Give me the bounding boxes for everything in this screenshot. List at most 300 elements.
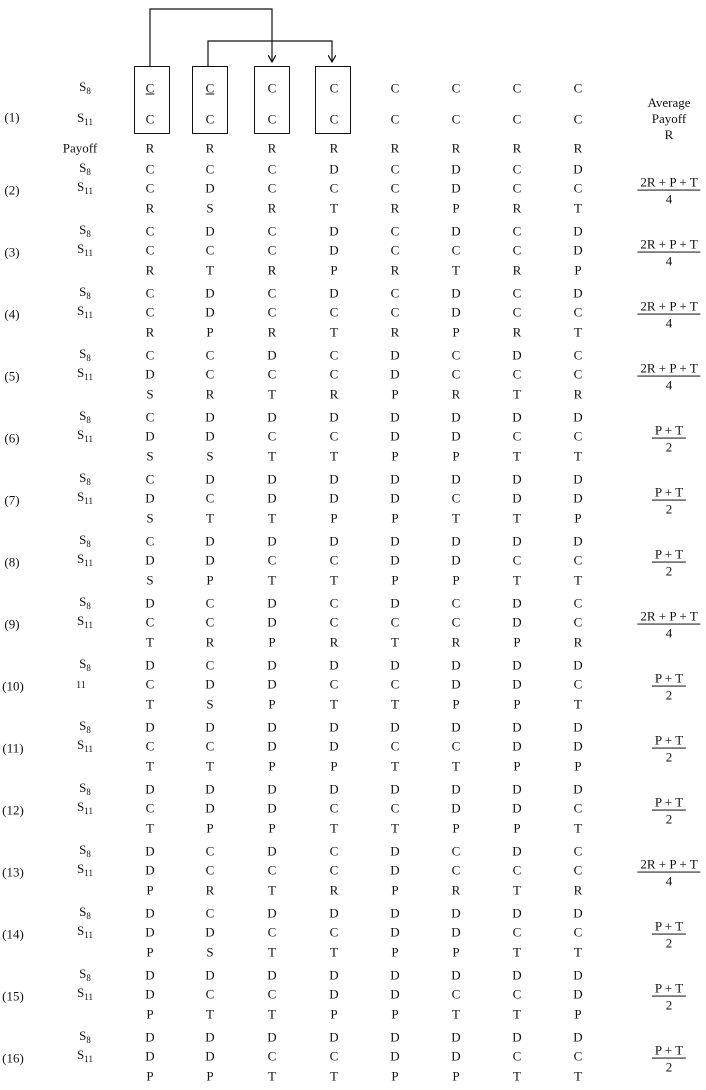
row-label: (16) [2, 1050, 24, 1066]
strategy-subscript: 11 [84, 744, 93, 754]
cell-s8: C [205, 843, 215, 858]
cell-s8: D [451, 905, 461, 920]
cell-s11: D [451, 800, 461, 816]
average-payoff-fraction [637, 857, 700, 890]
strategy-label-s11 [77, 366, 93, 382]
cell-s11: D [329, 490, 339, 506]
cell-block1-s8: C [329, 80, 339, 96]
cell-payoff: S [146, 386, 154, 401]
cell-payoff: T [574, 200, 582, 215]
cell-payoff: T [330, 324, 338, 339]
fraction-denominator: 2 [665, 812, 673, 827]
cell-payoff: P [574, 510, 582, 525]
cell-s8: D [329, 409, 339, 424]
cell-s11: D [205, 924, 215, 940]
cell-payoff: P [391, 448, 399, 463]
cell-payoff: R [329, 634, 339, 649]
cell-s8: C [205, 595, 215, 610]
cell-s11: C [573, 366, 583, 382]
cell-s11: D [512, 490, 522, 506]
cell-s11: C [573, 1048, 583, 1064]
cell-payoff: R [205, 386, 215, 401]
cell-payoff: P [330, 510, 338, 525]
cell-s8: D [329, 471, 339, 486]
cell-payoff: T [268, 448, 276, 463]
cell-payoff: T [391, 820, 399, 835]
cell-s8: D [267, 347, 277, 362]
strategy-subscript: 8 [86, 910, 91, 921]
strategy-letter: S [79, 717, 87, 733]
cell-s11: D [451, 676, 461, 692]
cell-payoff: T [206, 262, 214, 277]
cell-s8: D [329, 285, 339, 300]
cell-s8: D [390, 781, 400, 796]
cell-payoff: R [390, 262, 400, 277]
cell-s11: D [145, 366, 155, 382]
average-payoff-fraction [637, 361, 700, 394]
cell-s8: D [512, 781, 522, 796]
cell-s11: C [267, 242, 277, 258]
avg-header-line-2: Payoff [651, 111, 687, 126]
cell-payoff: T [391, 634, 399, 649]
cell-s8: C [451, 595, 461, 610]
fraction-denominator: 2 [665, 936, 673, 951]
cell-block1-payoff: R [512, 140, 522, 156]
cell-s8: D [451, 285, 461, 300]
cell-s11: C [390, 738, 400, 754]
row-label: (4) [4, 306, 20, 322]
row-label: (12) [2, 802, 24, 818]
cell-s11: D [329, 738, 339, 754]
cell-s11: D [145, 490, 155, 506]
strategy-letter: S [79, 469, 87, 485]
cell-payoff: R [512, 324, 522, 339]
payoff-label: Payoff [62, 140, 98, 156]
cell-s11: C [573, 180, 583, 196]
cell-payoff: T [452, 510, 460, 525]
strategy-subscript: 8 [86, 786, 91, 797]
cell-s8: C [145, 471, 155, 486]
cell-s11: D [205, 676, 215, 692]
cell-block1-payoff: R [329, 140, 339, 156]
cell-s8: D [145, 843, 155, 858]
cell-payoff: R [145, 200, 155, 215]
cell-s11: C [512, 366, 522, 382]
cell-s11: D [205, 304, 215, 320]
strategy-label-s11 [77, 862, 93, 878]
cell-s8: D [451, 657, 461, 672]
cell-s11: D [267, 614, 277, 630]
strategy-subscript: 8 [86, 166, 91, 177]
cell-payoff: T [574, 324, 582, 339]
cell-s8: D [390, 657, 400, 672]
cell-s8: D [267, 533, 277, 548]
cell-s11: D [451, 180, 461, 196]
cell-block1-s11: C [451, 111, 461, 127]
cell-s11: C [329, 366, 339, 382]
cell-block1-payoff: R [267, 140, 277, 156]
strategy-label-s8 [79, 657, 91, 673]
cell-block1-s8: C [573, 80, 583, 96]
cell-payoff: P [206, 820, 214, 835]
cell-block1-payoff: R [390, 140, 400, 156]
cell-payoff: R [329, 882, 339, 897]
cell-payoff: T [146, 696, 154, 711]
cell-s11: D [205, 552, 215, 568]
cell-payoff: T [513, 1068, 521, 1083]
cell-payoff: T [513, 882, 521, 897]
cell-payoff: T [574, 1068, 582, 1083]
cell-payoff: P [452, 820, 460, 835]
cell-s11: C [267, 428, 277, 444]
cell-s11: C [390, 180, 400, 196]
cell-payoff: T [268, 944, 276, 959]
cell-s11: D [390, 1048, 400, 1064]
strategy-label-s8 [79, 595, 91, 611]
strategy-label-s8 [79, 285, 91, 301]
cell-payoff: P [146, 944, 154, 959]
cell-s11: D [145, 1048, 155, 1064]
cell-payoff: T [513, 572, 521, 587]
strategy-label-s8 [79, 843, 91, 859]
cell-block1-s11: C [329, 111, 339, 127]
cell-s11: D [451, 304, 461, 320]
cell-s8: D [512, 967, 522, 982]
cell-s11: C [205, 242, 215, 258]
cell-s11: D [390, 490, 400, 506]
cell-block1-s11: C [267, 111, 277, 127]
cell-s8: C [205, 161, 215, 176]
cell-block1-s11: C [145, 111, 155, 127]
row-label: (10) [2, 678, 24, 694]
cell-s8: D [573, 967, 583, 982]
fraction-denominator: 2 [665, 750, 673, 765]
cell-s11: D [205, 180, 215, 196]
cell-payoff: R [451, 386, 461, 401]
cell-payoff: P [330, 262, 338, 277]
cell-payoff: S [206, 696, 214, 711]
cell-s8: D [390, 595, 400, 610]
cell-s8: D [512, 843, 522, 858]
cell-payoff: R [267, 200, 277, 215]
strategy-label-s11 [77, 986, 93, 1002]
strategy-subscript: 11 [84, 620, 93, 630]
fraction-numerator: 2R + P + T [637, 237, 700, 253]
strategy-letter: S [77, 923, 85, 938]
strategy-label-s8 [79, 781, 91, 797]
cell-payoff: P [391, 1068, 399, 1083]
strategy-subscript: 8 [86, 972, 91, 983]
cell-payoff: T [513, 448, 521, 463]
cell-s11: C [267, 986, 277, 1002]
strategy-label-s11 [77, 428, 93, 444]
cell-s8: D [573, 285, 583, 300]
row-label: (3) [4, 244, 20, 260]
cell-payoff: R [512, 200, 522, 215]
cell-s8: D [451, 781, 461, 796]
cell-payoff: T [452, 262, 460, 277]
cell-s8: D [267, 595, 277, 610]
cell-s8: C [329, 595, 339, 610]
cell-payoff: T [206, 758, 214, 773]
cell-s8: D [205, 285, 215, 300]
cell-payoff: T [452, 758, 460, 773]
average-payoff-fraction [652, 485, 686, 518]
cell-s8: C [145, 533, 155, 548]
cell-s11: C [145, 676, 155, 692]
cell-payoff: T [206, 510, 214, 525]
cell-s11: C [451, 366, 461, 382]
average-payoff-fraction [652, 423, 686, 456]
fraction-numerator: P + T [652, 485, 686, 501]
strategy-letter: S [79, 1027, 87, 1043]
cell-s8: D [451, 161, 461, 176]
row-label: (8) [4, 554, 20, 570]
cell-payoff: P [206, 324, 214, 339]
cell-payoff: P [146, 1068, 154, 1083]
cell-payoff: P [268, 696, 276, 711]
strategy-letter: S [77, 551, 85, 566]
cell-s8: D [329, 1029, 339, 1044]
cell-payoff: P [391, 1006, 399, 1021]
cell-s8: D [451, 719, 461, 734]
cell-s8: D [451, 471, 461, 486]
cell-s11: C [205, 614, 215, 630]
cell-s11: C [573, 924, 583, 940]
cell-block1-s8: C [512, 80, 522, 96]
cell-s8: C [329, 843, 339, 858]
strategy-label-s8 [79, 1029, 91, 1045]
cell-s11: C [390, 242, 400, 258]
strategy-label-s8 [79, 471, 91, 487]
strategy-letter: S [77, 613, 85, 628]
cell-s8: D [329, 161, 339, 176]
cell-s11: C [329, 924, 339, 940]
fraction-numerator: P + T [652, 547, 686, 563]
cell-s8: D [512, 533, 522, 548]
strategy-label-s11 [77, 614, 93, 630]
strategy-letter: S [79, 159, 87, 175]
cell-s11: C [573, 304, 583, 320]
cell-payoff: P [268, 634, 276, 649]
cell-s11: C [451, 738, 461, 754]
cell-s11: D [451, 924, 461, 940]
strategy-subscript: 11 [84, 310, 93, 320]
row-label: (15) [2, 988, 24, 1004]
row-label: (7) [4, 492, 20, 508]
cell-s11: C [329, 428, 339, 444]
cell-payoff: T [574, 572, 582, 587]
strategy-subscript: 11 [84, 496, 93, 506]
cell-payoff: R [390, 200, 400, 215]
strategy-subscript: 11 [84, 806, 93, 816]
cell-s11: D [390, 428, 400, 444]
cell-payoff: P [330, 1006, 338, 1021]
cell-s11: D [145, 986, 155, 1002]
cell-s8: D [390, 533, 400, 548]
cell-s8: D [512, 657, 522, 672]
cell-s11: C [573, 862, 583, 878]
cell-s11: D [573, 738, 583, 754]
cell-s11: C [512, 1048, 522, 1064]
cell-block1-s8: C [390, 80, 400, 96]
strategy-subscript: 8 [86, 848, 91, 859]
cell-block1-s11: C [573, 111, 583, 127]
cell-payoff: S [206, 200, 214, 215]
cell-s11: D [145, 924, 155, 940]
strategy-subscript: 11 [84, 117, 93, 127]
cell-payoff: T [268, 1006, 276, 1021]
strategy-subscript: 8 [86, 228, 91, 239]
cell-block1-s8: C [145, 80, 155, 96]
cell-block1-s8: C [451, 80, 461, 96]
cell-payoff: S [206, 448, 214, 463]
cell-block1-s11: C [390, 111, 400, 127]
cell-s11: C [390, 800, 400, 816]
strategy-label-s8 [79, 161, 91, 177]
cell-s8: D [329, 905, 339, 920]
cell-s8: C [205, 905, 215, 920]
cell-s11: C [451, 614, 461, 630]
fraction-numerator: P + T [652, 423, 686, 439]
cell-s8: D [512, 719, 522, 734]
cell-s8: D [329, 533, 339, 548]
strategy-label-s11 [77, 800, 93, 816]
cell-s11: C [267, 924, 277, 940]
strategy-label-s11 [77, 552, 93, 568]
cell-s11: D [451, 428, 461, 444]
cell-s8: D [390, 347, 400, 362]
cell-s8: C [267, 285, 277, 300]
cell-s8: D [267, 1029, 277, 1044]
cell-s8: D [451, 223, 461, 238]
cell-s11: D [145, 552, 155, 568]
cell-payoff: P [268, 758, 276, 773]
cell-s11: C [329, 676, 339, 692]
fraction-denominator: 2 [665, 440, 673, 455]
cell-s11: C [573, 800, 583, 816]
fraction-numerator: 2R + P + T [637, 175, 700, 191]
fraction-denominator: 2 [665, 502, 673, 517]
fraction-denominator: 4 [665, 626, 673, 641]
cell-payoff: P [574, 1006, 582, 1021]
cell-s11: C [205, 862, 215, 878]
cell-payoff: T [513, 510, 521, 525]
cell-s11: C [145, 180, 155, 196]
cell-s8: D [573, 223, 583, 238]
fraction-numerator: P + T [652, 981, 686, 997]
cell-payoff: P [513, 758, 521, 773]
cell-s11: D [329, 986, 339, 1002]
average-payoff-fraction [652, 919, 686, 952]
cell-payoff: P [513, 634, 521, 649]
cell-s8: C [573, 595, 583, 610]
cell-s8: D [573, 657, 583, 672]
cell-payoff: T [574, 696, 582, 711]
cell-s11: D [451, 552, 461, 568]
cell-s11: C [267, 180, 277, 196]
cell-s11: C [451, 986, 461, 1002]
strategy-label-s11 [77, 242, 93, 258]
cell-s11: C [451, 242, 461, 258]
cell-payoff: P [574, 758, 582, 773]
cell-s11: C [205, 366, 215, 382]
cell-payoff: P [206, 572, 214, 587]
cell-s8: D [145, 657, 155, 672]
cell-payoff: T [513, 386, 521, 401]
cell-s8: D [205, 471, 215, 486]
strategy-subscript: 8 [86, 352, 91, 363]
fraction-denominator: 4 [665, 254, 673, 269]
strategy-label-s8 [79, 967, 91, 983]
average-payoff-fraction [637, 175, 700, 208]
strategy-subscript: 8 [86, 600, 91, 611]
cell-s8: D [205, 1029, 215, 1044]
cell-s11: D [390, 924, 400, 940]
cell-s11: D [512, 676, 522, 692]
strategy-subscript: 11 [84, 1054, 93, 1064]
cell-s11: C [329, 304, 339, 320]
strategy-letter: S [79, 531, 87, 547]
strategy-subscript: 11 [84, 930, 93, 940]
strategy-subscript: 11 [84, 558, 93, 568]
cell-s8: D [451, 409, 461, 424]
cell-s8: D [267, 967, 277, 982]
strategy-label-s11 [77, 738, 93, 754]
cell-s8: C [451, 843, 461, 858]
strategy-label-s8 [79, 80, 91, 96]
strategy-letter: S [79, 283, 87, 299]
cell-s8: D [512, 595, 522, 610]
cell-s11: D [451, 1048, 461, 1064]
cell-s11: C [329, 552, 339, 568]
cell-s8: D [145, 1029, 155, 1044]
strategy-letter: S [79, 79, 87, 94]
cell-s11: C [512, 552, 522, 568]
cell-payoff: T [268, 882, 276, 897]
cell-s8: D [390, 1029, 400, 1044]
cell-s11: C [267, 552, 277, 568]
cell-payoff: T [206, 1006, 214, 1021]
strategy-label-s8 [79, 223, 91, 239]
cell-payoff: S [206, 944, 214, 959]
cell-s11: C [512, 304, 522, 320]
strategy-letter: S [79, 903, 87, 919]
cell-s8: D [512, 347, 522, 362]
cell-s8: D [329, 967, 339, 982]
strategy-subscript: 8 [86, 414, 91, 425]
cell-s11: D [145, 862, 155, 878]
cell-s8: C [573, 843, 583, 858]
cell-payoff: R [205, 882, 215, 897]
strategy-subscript: 11 [84, 186, 93, 196]
cell-s8: D [145, 595, 155, 610]
cell-block1-payoff: R [145, 140, 155, 156]
average-payoff-header [647, 95, 690, 143]
cell-s11: C [329, 1048, 339, 1064]
strategy-letter: S [77, 365, 85, 380]
cell-s8: D [390, 471, 400, 486]
cell-s8: C [145, 223, 155, 238]
cell-s11: C [205, 490, 215, 506]
strategy-letter: S [77, 241, 85, 256]
cell-payoff: P [452, 572, 460, 587]
cell-payoff: R [145, 262, 155, 277]
cell-payoff: T [268, 572, 276, 587]
cell-block1-payoff: R [573, 140, 583, 156]
cell-s11: C [267, 366, 277, 382]
cell-s8: C [267, 223, 277, 238]
